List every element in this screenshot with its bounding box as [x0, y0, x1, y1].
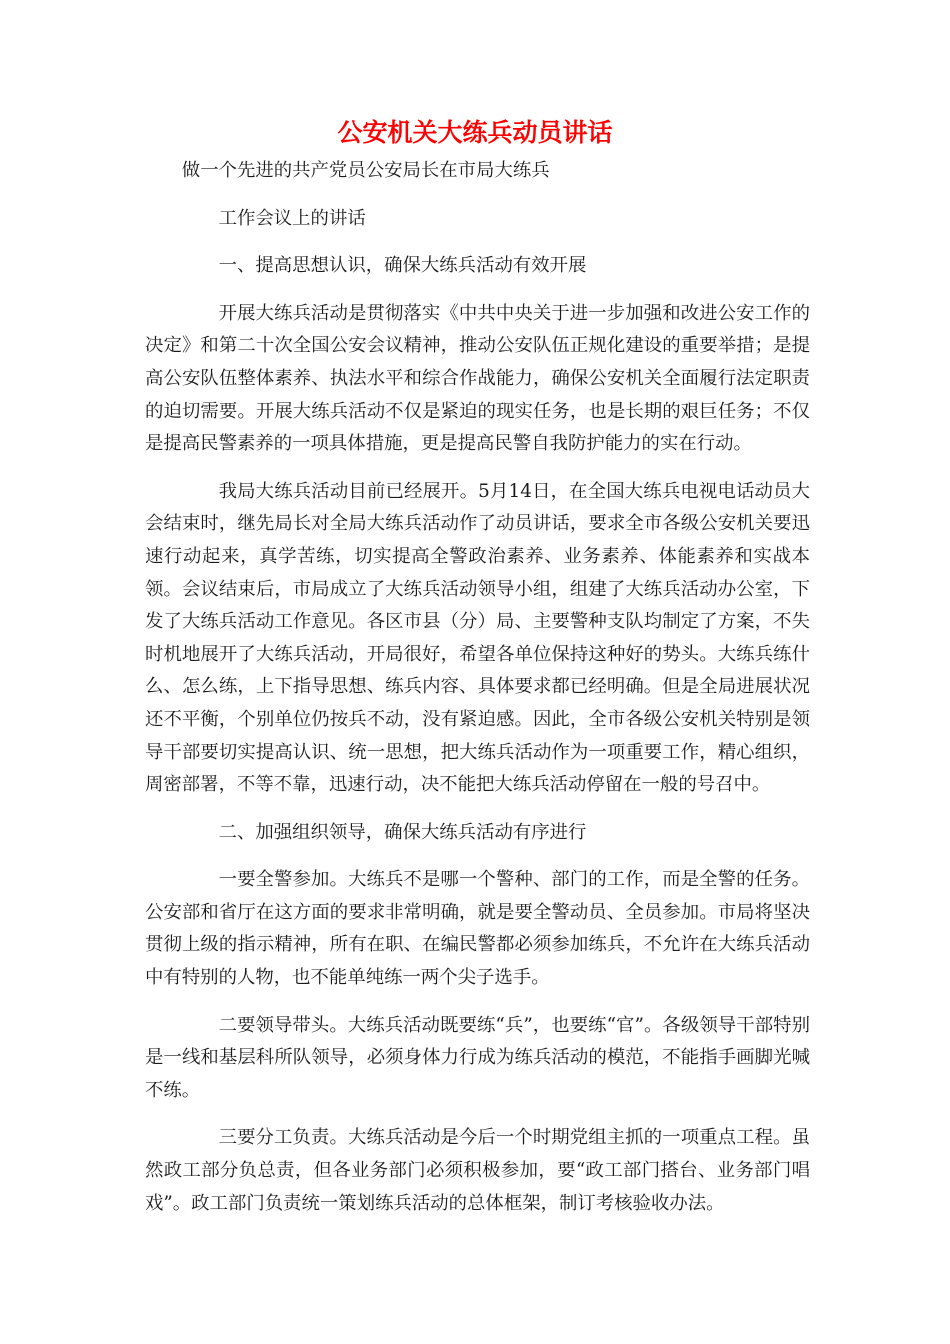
section-heading-1: 一、提高思想认识，确保大练兵活动有效开展 [218, 255, 587, 277]
document-title: 公安机关大练兵动员讲话 [337, 118, 613, 147]
paragraph-5: 三要分工负责。大练兵活动是今后一个时期党组主抓的一项重点工程。虽然政工部分负总责，但各业务部门必须积极参加，要“政工部门搭台、业务部门唱戏”。政工部门负责统一策划练兵活动的总体框架，制订考核验收办法。 [145, 1127, 810, 1214]
paragraph-2: 我局大练兵活动目前已经展开。5月14日，在全国大练兵电视电话动员大会结束时，继先局长对全局大练兵活动作了动员讲话，要求全市各级公安机关要迅速行动起来，真学苦练，切实提高全警政治素养、业务素养、体能素养和实战本领。会议结束后，市局成立了大练兵活动领导小组，组建了大练兵活动办公室，下发了大练兵活动工作意见。各区市县（分）局、主要警种支队均制定了方案，不失时机地展开了大练兵活动，开局很好，希望各单位保持这种好的势头。大练兵练什么、怎么练，上下指导思想、练兵内容、具体要求都已经明确。但是全局进展状况还不平衡，个别单位仍按兵不动，没有紧迫感。因此，全市各级公安机关特别是领导干部要切实提高认识、统一思想，把大练兵活动作为一项重要工作，精心组织，周密部署，不等不靠，迅速行动，决不能把大练兵活动停留在一般的号召中。 [145, 480, 810, 796]
paragraph-4: 二要领导带头。大练兵活动既要练“兵”，也要练“官”。各级领导干部特别是一线和基层科所队领导，必须身体力行成为练兵活动的模范，不能指手画脚光喊不练。 [145, 1014, 810, 1101]
subtitle-line-2: 工作会议上的讲话 [218, 207, 366, 229]
paragraph-1: 开展大练兵活动是贯彻落实《中共中央关于进一步加强和改进公安工作的决定》和第二十次全国公安会议精神，推动公安队伍正规化建设的重要举措；是提高公安队伍整体素养、执法水平和综合作战能力，确保公安机关全面履行法定职责的迫切需要。开展大练兵活动不仅是紧迫的现实任务，也是长期的艰巨任务；不仅是提高民警素养的一项具体措施，更是提高民警自我防护能力的实在行动。 [145, 302, 810, 455]
section-heading-2: 二、加强组织领导，确保大练兵活动有序进行 [218, 821, 587, 843]
document-body [145, 155, 810, 1220]
subtitle-line-1: 做一个先进的共产党员公安局长在市局大练兵 [181, 160, 550, 181]
paragraph-3: 一要全警参加。大练兵不是哪一个警种、部门的工作，而是全警的任务。公安部和省厅在这方面的要求非常明确，就是要全警动员、全员参加。市局将坚决贯彻上级的指示精神，所有在职、在编民警都必须参加练兵，不允许在大练兵活动中有特别的人物，也不能单纯练一两个尖子选手。 [145, 869, 810, 989]
